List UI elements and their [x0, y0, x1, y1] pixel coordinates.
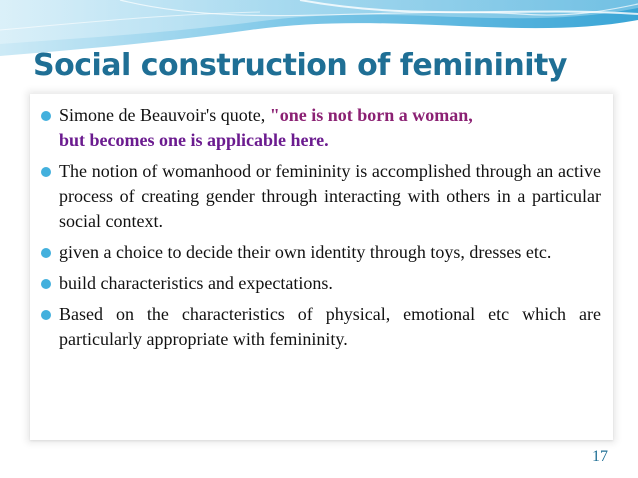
bullet-item-choice: [41, 240, 601, 265]
bullet-text: build characteristics and expectations.: [59, 273, 333, 293]
slide-title: Social construction of femininity: [33, 48, 567, 83]
slide-number: 17: [592, 448, 608, 465]
bullet-text: The notion of womanhood or femininity is accomplished through an active process of creating gender through interacting with others in a particular social context.: [59, 161, 601, 231]
bullet-text: given a choice to decide their own identity through toys, dresses etc.: [59, 242, 552, 262]
bullet-list: [41, 103, 601, 358]
bullet-text: Based on the characteristics of physical, emotional etc which are particularly appropriate with femininity.: [59, 304, 601, 349]
quote-text-line2: but becomes one is applicable here.: [59, 130, 329, 150]
bullet-item-quote: [41, 103, 601, 153]
bullet-item-based-on: [41, 302, 601, 352]
quote-text-line1: "one is not born a woman,: [269, 105, 473, 125]
bullet-item-notion: [41, 159, 601, 234]
bullet-text: Simone de Beauvoir's quote,: [59, 105, 270, 125]
bullet-item-characteristics: [41, 271, 601, 296]
